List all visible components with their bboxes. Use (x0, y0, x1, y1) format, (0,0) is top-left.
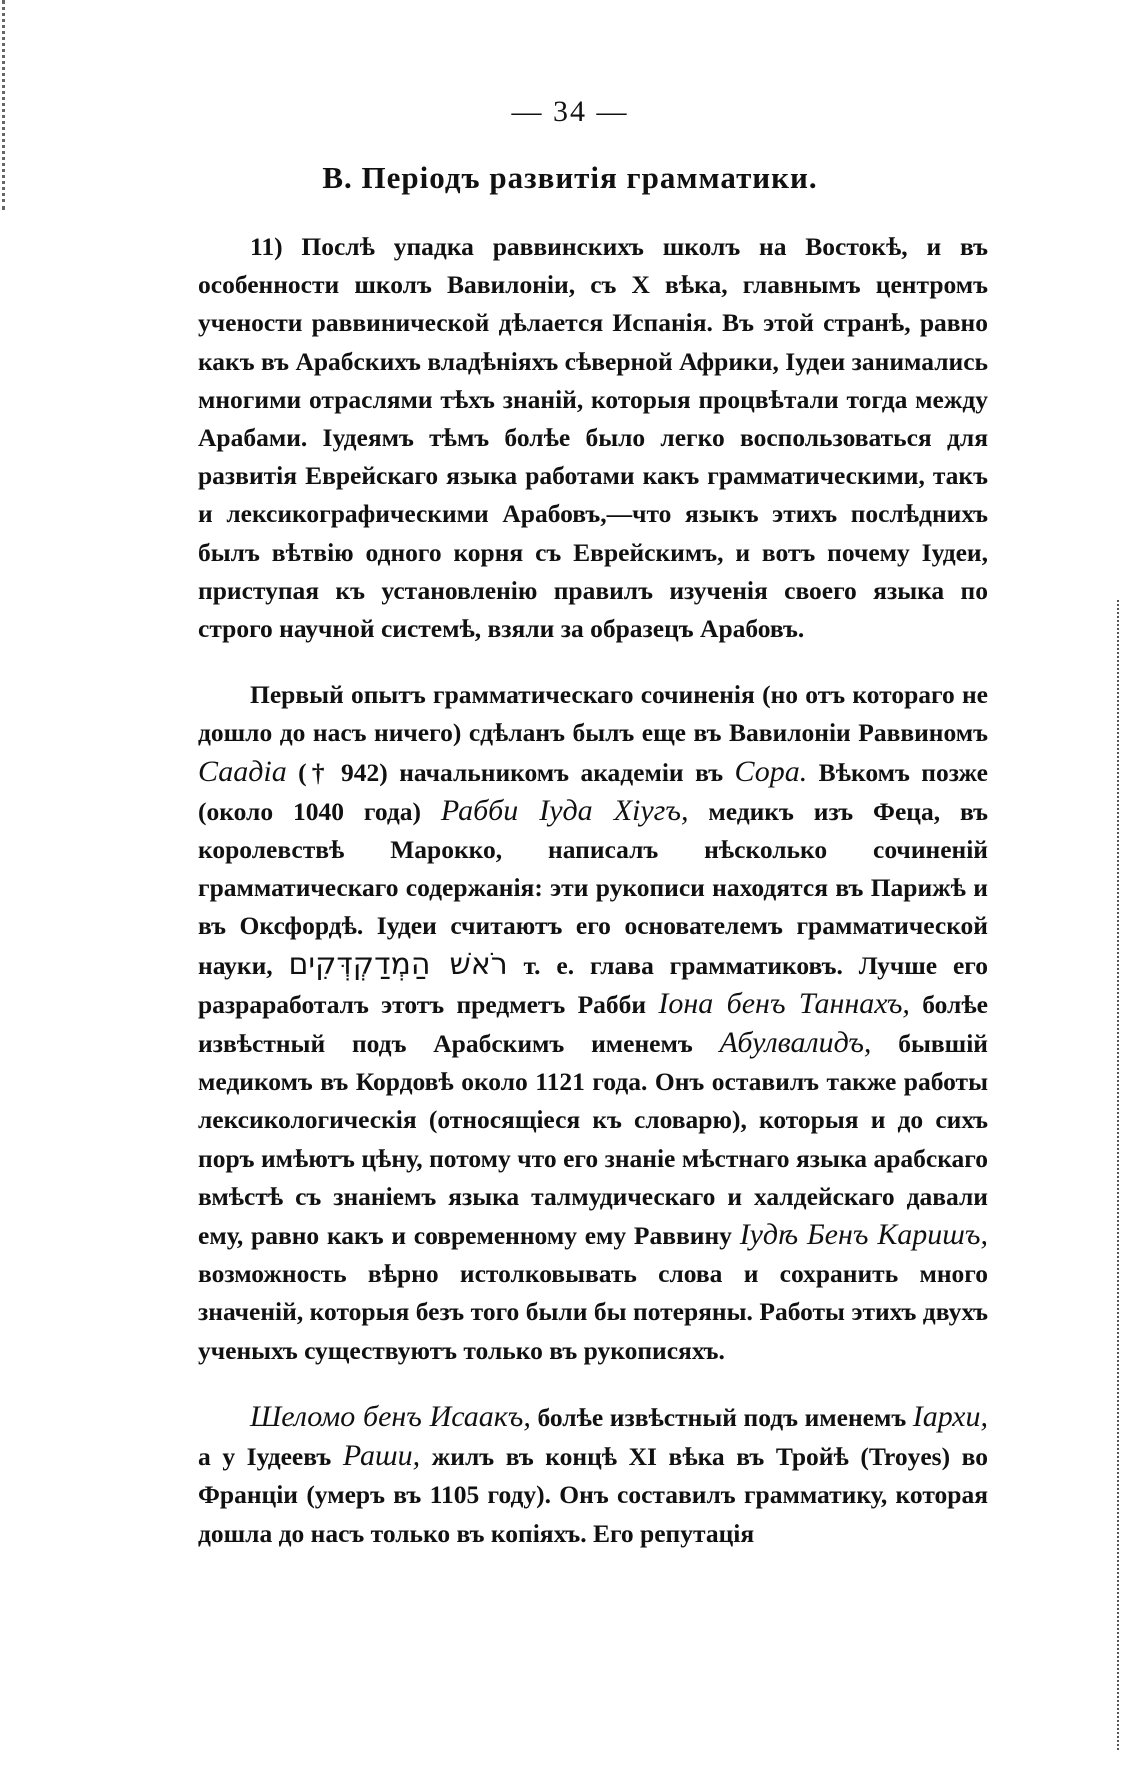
name-shelomo-ben-isaak: Шеломо бенъ Исаакъ, (250, 1399, 531, 1433)
name-iona-ben-tannah: Іона бенъ Таннахъ, (658, 986, 910, 1020)
paragraph-2-text-6: болѣе извѣстный подъ Арабскимъ именемъ (198, 989, 988, 1059)
name-iuda-ben-karish: Іудѣ Бенъ Каришъ, (739, 1218, 988, 1252)
body-text (198, 228, 988, 1553)
name-iuda-hiug: Рабби Іуда Хіугъ, (440, 793, 689, 827)
scan-margin-marks (1117, 600, 1125, 1750)
paragraph-3-text-3: жилъ въ концѣ XI вѣка въ Тройѣ (Troyes) во Франціи (умеръ въ 1105 году). Онъ составилъ грамматику, которая дошла до насъ только въ копіяхъ. Его репутація (198, 1442, 988, 1548)
paragraph-2-text-8: возможность вѣрно истолковывать слова и сохранить много значеній, которыя безъ того были бы потеряны. Работы этихъ двухъ ученыхъ существуютъ только въ рукописяхъ. (198, 1259, 988, 1365)
paragraph-2-text-3: Вѣкомъ позже (около 1040 года) (198, 757, 988, 826)
page-number: — 34 — (511, 95, 629, 128)
paragraph-2-text-4: медикъ изъ Феца, въ королевствѣ Марокко, написалъ нѣсколько сочиненій грамматическаго содержанія: эти рукописи находятся въ Парижѣ и въ Оксфордѣ. Іудеи считаютъ его основателемъ грамматической науки, (198, 796, 988, 980)
paragraph-1-text: 11) Послѣ упадка раввинскихъ школъ на Востокѣ, и въ особенности школъ Вавилоніи, съ X вѣка, главнымъ центромъ учености раввинической дѣлается Испанія. Въ этой странѣ, равно какъ въ Арабскихъ владѣніяхъ сѣверной Африки, Іудеи занимались многими отраслями тѣхъ знаній, которыя процвѣтали тогда между Арабами. Іудеямъ тѣмъ болѣе было легко воспользоваться для развитія Еврейскаго языка работами какъ грамматическими, такъ и лексикографическими Арабовъ,—что языкъ этихъ послѣднихъ былъ вѣтвію одного корня съ Еврейскимъ, и вотъ почему Іудеи, приступая къ установленію правилъ изученія своего языка по строго научной системѣ, взяли за образецъ Арабовъ. (198, 232, 988, 644)
name-abulvalid: Абулвалидъ, (719, 1026, 872, 1060)
name-rashi: Раши, (342, 1439, 421, 1473)
paragraph-2-text-2: († 942) начальникомъ академіи въ (286, 757, 735, 787)
paragraph-2 (198, 676, 988, 1370)
name-saadia: Саадіа (198, 754, 287, 788)
paragraph-2-text-1: Первый опытъ грамматическаго сочиненія (но отъ котораго не дошло до насъ ничего) сдѣланъ былъ еще въ Вавилоніи Раввиномъ (198, 680, 988, 748)
place-sora: Сора. (734, 754, 808, 788)
name-iarhi: Іархи, (912, 1399, 988, 1433)
paragraph-3-text-2: а у Іудеевъ (198, 1442, 343, 1472)
paragraph-3 (198, 1398, 988, 1553)
paragraph-2-text-7: бывшій медикомъ въ Кордовѣ около 1121 года. Онъ оставилъ также работы лексикологическія (относящіеся къ словарю), которыя и до сихъ поръ имѣютъ цѣну, потому что его знаніе мѣстнаго языка арабскаго вмѣстѣ съ знаніемъ языка талмудическаго и халдейскаго давали ему, равно какъ и современному ему Раввину (198, 1029, 988, 1251)
paragraph-1 (198, 228, 988, 648)
section-heading: В. Періодъ развитія грамматики. (322, 160, 818, 195)
hebrew-phrase: רֹאשׁ הַמְדַקְדְּקִים (288, 946, 508, 982)
paragraph-3-text-1: болѣе извѣстный подъ именемъ (530, 1402, 913, 1432)
paragraph-2-text-5: т. е. глава грамматиковъ. Лучше его разраработалъ этотъ предметъ Рабби (198, 950, 988, 1019)
